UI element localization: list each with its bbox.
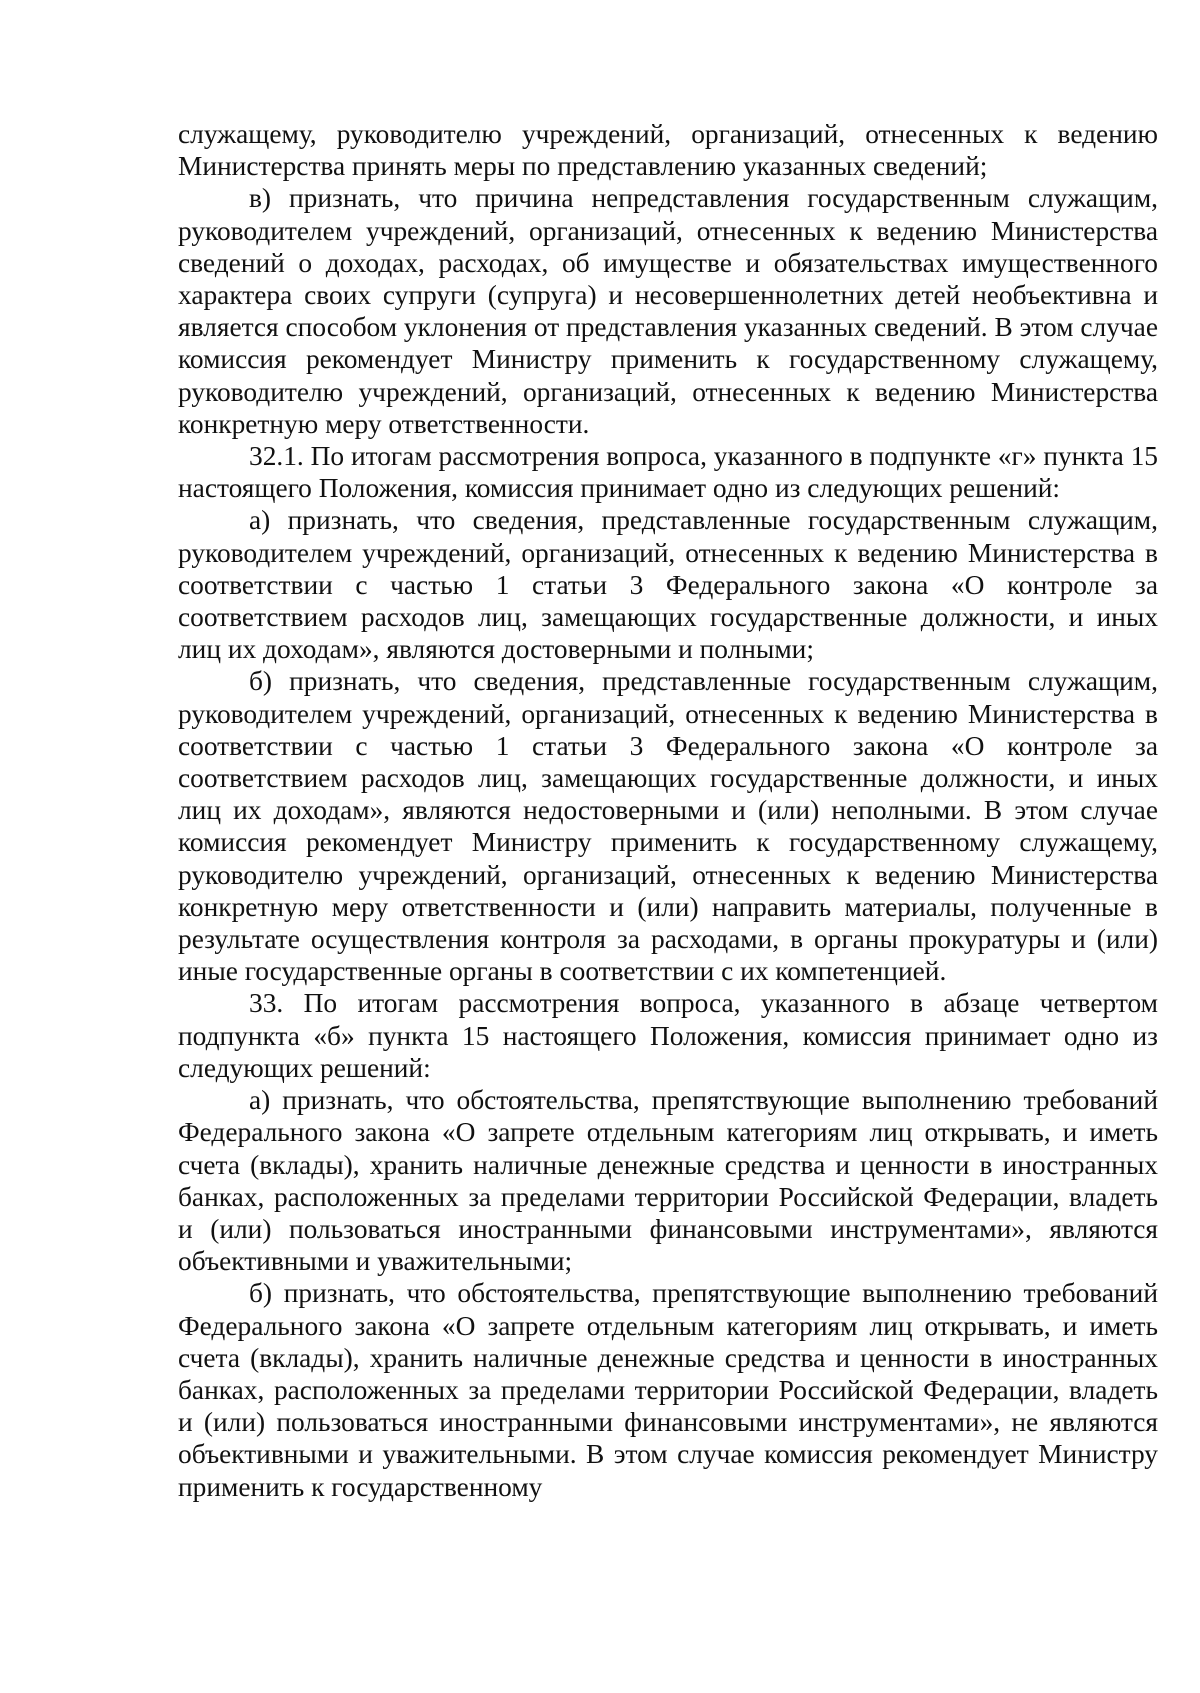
- paragraph-32-1: 32.1. По итогам рассмотрения вопроса, указанного в подпункте «г» пункта 15 настоящего Положения, комиссия принимает одно из следующих решений:: [178, 441, 1158, 504]
- paragraph-33-b: б) признать, что обстоятельства, препятствующие выполнению требований Федерального закона «О запрете отдельным категориям лиц открывать, и иметь счета (вклады), хранить наличные денежные средства и ценности в иностранных банках, расположенных за пределами территории Российской Федерации, владеть и (или) пользоваться иностранными финансовыми инструментами», не являются объективными и уважительными. В этом случае комиссия рекомендует Министру применить к государственному: [178, 1278, 1158, 1502]
- paragraph-33: 33. По итогам рассмотрения вопроса, указанного в абзаце четвертом подпункта «б» пункта 15 настоящего Положения, комиссия принимает одно из следующих решений:: [178, 988, 1158, 1083]
- paragraph-item-v: в) признать, что причина непредставления государственным служащим, руководителем учреждений, организаций, отнесенных к ведению Министерства сведений о доходах, расходах, об имуществе и обязательствах имущественного характера своих супруги (супруга) и несовершеннолетних детей необъективна и является способом уклонения от представления указанных сведений. В этом случае комиссия рекомендует Министру применить к государственному служащему, руководителю учреждений, организаций, отнесенных к ведению Министерства конкретную меру ответственности.: [178, 183, 1158, 439]
- document-body: [178, 118, 1158, 1503]
- paragraph-32-1-a: а) признать, что сведения, представленные государственным служащим, руководителем учреждений, организаций, отнесенных к ведению Министерства в соответствии с частью 1 статьи 3 Федерального закона «О контроле за соответствием расходов лиц, замещающих государственные должности, и иных лиц их доходам», являются достоверными и полными;: [178, 505, 1158, 665]
- paragraph-continuation: служащему, руководителю учреждений, организаций, отнесенных к ведению Министерства принять меры по представлению указанных сведений;: [178, 119, 1158, 182]
- paragraph-32-1-b: б) признать, что сведения, представленные государственным служащим, руководителем учреждений, организаций, отнесенных к ведению Министерства в соответствии с частью 1 статьи 3 Федерального закона «О контроле за соответствием расходов лиц, замещающих государственные должности, и иных лиц их доходам», являются недостоверными и (или) неполными. В этом случае комиссия рекомендует Министру применить к государственному служащему, руководителю учреждений, организаций, отнесенных к ведению Министерства конкретную меру ответственности и (или) направить материалы, полученные в результате осуществления контроля за расходами, в органы прокуратуры и (или) иные государственные органы в соответствии с их компетенцией.: [178, 666, 1158, 987]
- paragraph-33-a: а) признать, что обстоятельства, препятствующие выполнению требований Федерального закона «О запрете отдельным категориям лиц открывать, и иметь счета (вклады), хранить наличные денежные средства и ценности в иностранных банках, расположенных за пределами территории Российской Федерации, владеть и (или) пользоваться иностранными финансовыми инструментами», являются объективными и уважительными;: [178, 1085, 1158, 1277]
